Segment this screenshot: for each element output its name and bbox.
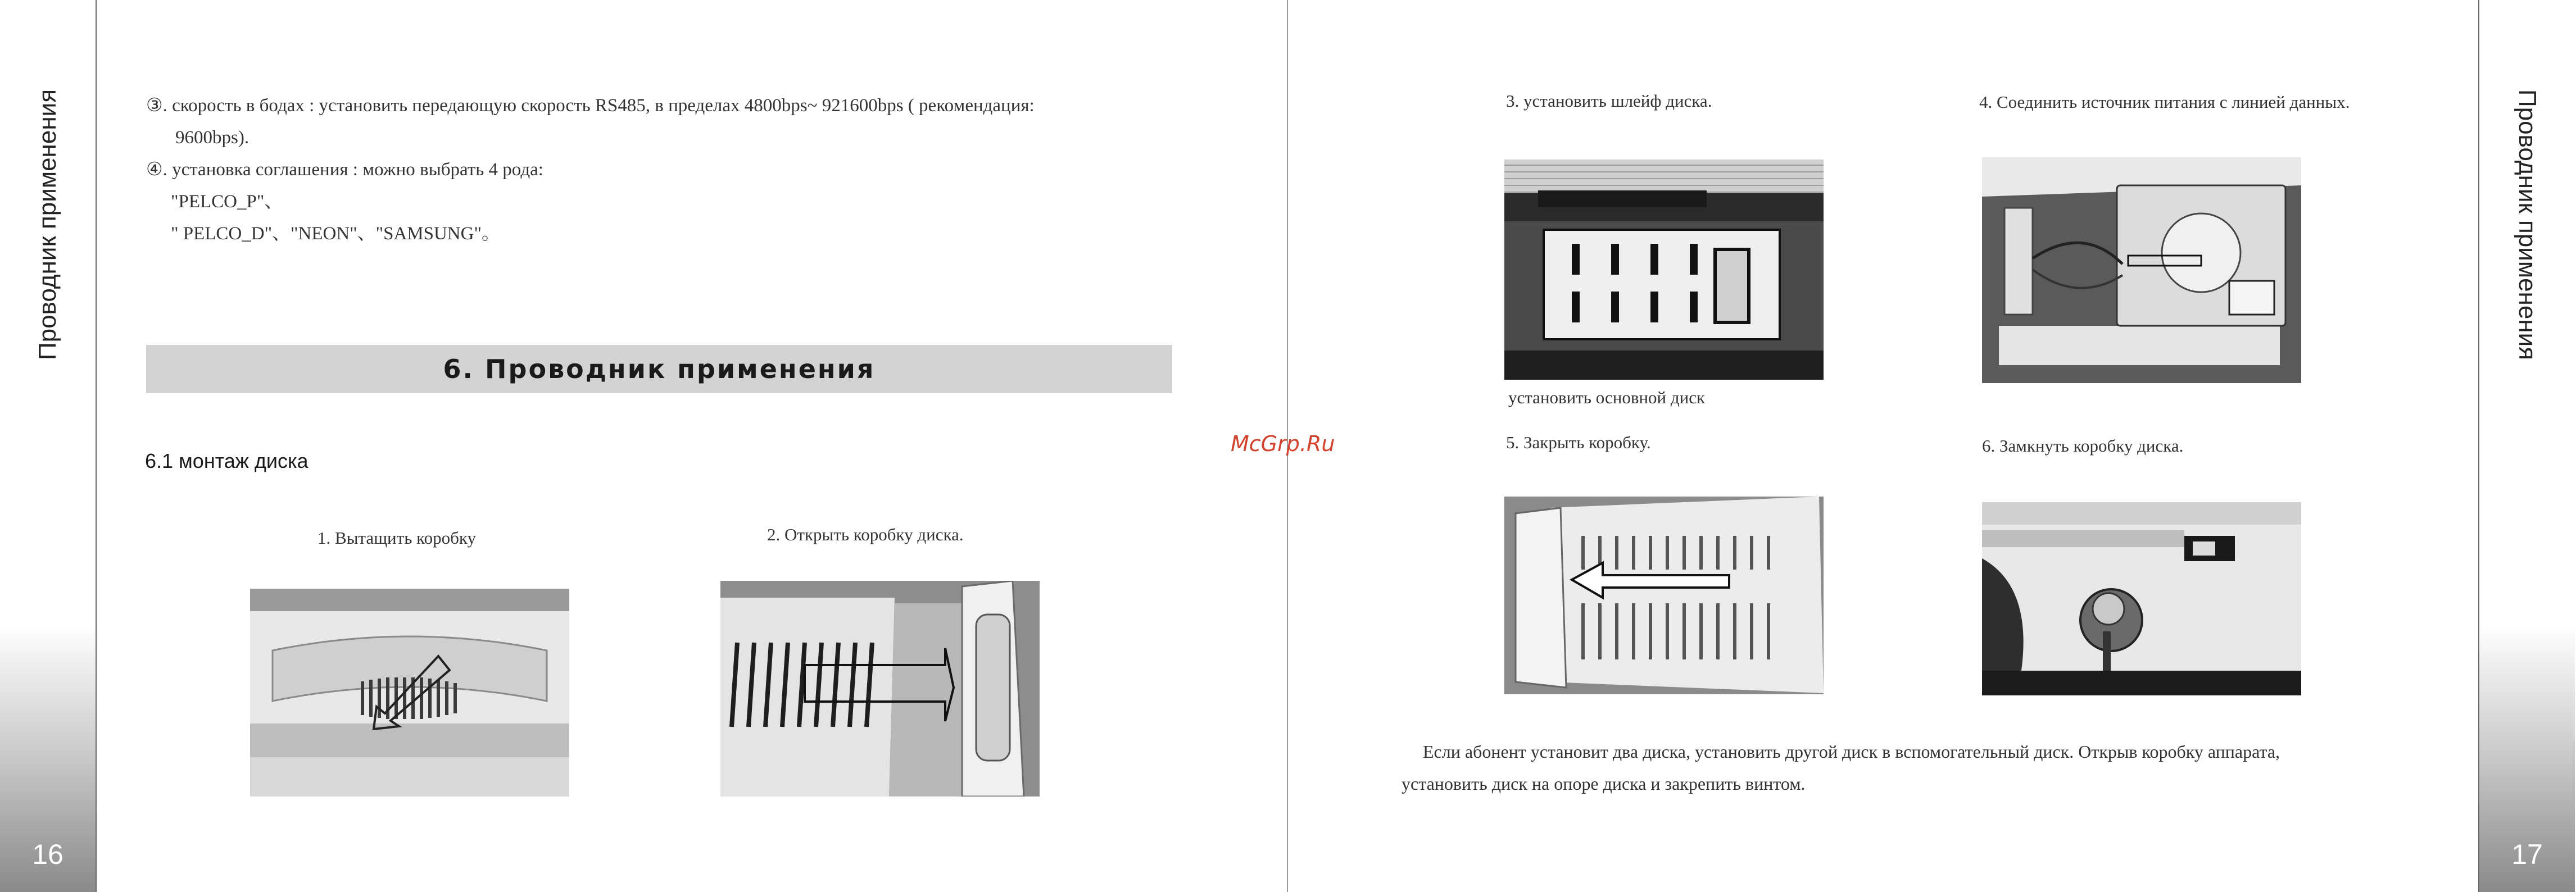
- close-box-photo: [1504, 497, 1824, 694]
- subsection-title: 6.1 монтаж диска: [145, 449, 309, 472]
- step-4-caption: 4. Соединить источник питания с линией данных.: [1979, 92, 2350, 112]
- section-banner: [146, 345, 1172, 393]
- right-page-number: 17: [2511, 839, 2543, 870]
- protocol-item: ④. установка соглашения : можно выбрать 4 рода:: [146, 160, 543, 180]
- note-line-2: установить диск на опоре диска и закрепить винтом.: [1402, 773, 1806, 794]
- settings-text: [146, 90, 1214, 250]
- lock-box-key-photo: [1982, 502, 2301, 695]
- hard-disk-power-photo: [1982, 157, 2301, 383]
- protocol-option-2: " PELCO_D"、"NEON"、"SAMSUNG"。: [171, 224, 500, 244]
- step-6-caption: 6. Замкнуть коробку диска.: [1982, 436, 2184, 456]
- baud-rate-item: ③. скорость в бодах : установить передающую скорость RS485, в пределах 4800bps~ 921600bps ( рекомендация:: [146, 95, 1035, 116]
- step-3-caption: 3. установить шлейф диска.: [1506, 91, 1712, 111]
- protocol-option-1: "PELCO_P"、: [171, 192, 283, 212]
- note-line-1: Если абонент установит два диска, установить другой диск в вспомогательный диск. Открыв коробку аппарата,: [1423, 741, 2280, 762]
- step-2-caption: 2. Открыть коробку диска.: [767, 525, 964, 544]
- left-side-strip: [0, 0, 97, 892]
- open-disk-box-photo: [720, 581, 1040, 797]
- right-side-strip: [2478, 0, 2575, 892]
- section-title: 6. Проводник применения: [443, 354, 876, 384]
- right-side-title: Проводник применения: [2514, 89, 2541, 361]
- left-page-number: 16: [32, 839, 64, 870]
- left-side-title: Проводник применения: [34, 89, 61, 361]
- watermark: McGrp.Ru: [1231, 431, 1335, 456]
- step-1-caption: 1. Вытащить коробку: [318, 528, 476, 548]
- pull-out-box-photo: [250, 589, 569, 797]
- install-main-disk-caption: установить основной диск: [1508, 388, 1706, 407]
- note-text: [1402, 736, 2447, 800]
- baud-rate-item-cont: 9600bps).: [175, 128, 250, 148]
- connector-cable-photo: [1504, 160, 1824, 380]
- step-5-caption: 5. Закрыть коробку.: [1506, 433, 1651, 452]
